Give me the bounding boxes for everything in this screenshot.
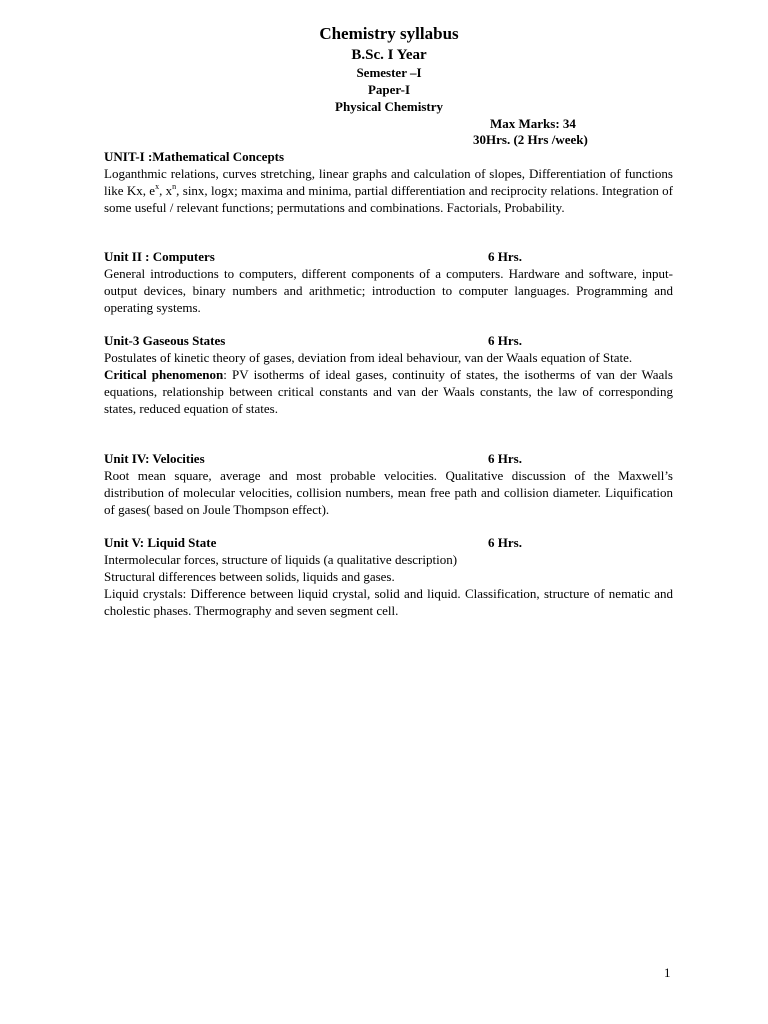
unit-5-heading: [104, 534, 673, 551]
unit-4-description: Root mean square, average and most probable velocities. Qualitative discussion of the Maxwell’s distribution of molecular velocities, collision numbers, mean free path and collision diameter. Liquification of gases( based on Joule Thompson effect).: [104, 468, 673, 517]
course-hours: 30Hrs. (2 Hrs /week): [473, 132, 588, 147]
max-marks: Max Marks: 34: [490, 116, 576, 131]
subject-label: Physical Chemistry: [335, 99, 443, 114]
unit-1-section: [104, 148, 673, 216]
superscript-x: x: [155, 182, 160, 191]
unit-1-description: Loganthmic relations, curves stretching, linear graphs and calculation of slopes, Differentiation of functions like Kx, $e^x$, $x^n$, sinx, logx; maxima and minima, partial differentiation and reciprocity relations. Integration of some useful / relevant functions; permutations and combinations. Factorials, Probability.: [104, 166, 673, 215]
unit-5-title: Unit V: Liquid State: [104, 535, 217, 550]
unit-3-section: [104, 332, 673, 417]
unit-1-heading: [104, 148, 673, 165]
unit-3-hours: 6 Hrs.: [488, 333, 522, 348]
unit-3-critical-phenomenon: Critical phenomenon: PV isotherms of ideal gases, continuity of states, the isotherms of van der Waals equations, relationship between critical constants and van der Waals constants, the law of corresponding states, reduced equation of states.: [104, 367, 673, 416]
unit-2-hours: 6 Hrs.: [488, 249, 522, 264]
unit-2-section: [104, 248, 673, 316]
unit-1-title: UNIT-I :Mathematical Concepts: [104, 149, 285, 164]
unit-4-section: [104, 450, 673, 518]
unit-5-hours: 6 Hrs.: [488, 535, 522, 550]
unit-4-title: Unit IV: Velocities: [104, 451, 205, 466]
unit-3-title: Unit-3 Gaseous States: [104, 333, 226, 348]
unit-3-description: Postulates of kinetic theory of gases, deviation from ideal behaviour, van der Waals equation of State.: [104, 350, 633, 365]
document-title: Chemistry syllabus: [319, 24, 459, 43]
page-number: 1: [664, 965, 671, 980]
unit-5-section: [104, 534, 673, 619]
unit-4-heading: [104, 450, 673, 467]
paper-label: Paper-I: [367, 82, 411, 97]
course-year: B.Sc. I Year: [351, 47, 427, 63]
unit-2-title: Unit II : Computers: [104, 249, 215, 264]
unit-2-description: General introductions to computers, different components of a computers. Hardware and software, input-output devices, binary numbers and arithmetic; introduction to computer languages. Programming and operating systems.: [104, 266, 673, 315]
unit-3-heading: [104, 332, 673, 349]
semester-label: Semester –I: [356, 65, 422, 80]
unit-5-line-2: Structural differences between solids, liquids and gases.: [104, 569, 395, 584]
unit-5-line-3: Liquid crystals: Difference between liquid crystal, solid and liquid. Classification, structure of nematic and cholestic phases. Thermography and seven segment cell.: [104, 586, 673, 618]
unit-2-heading: [104, 248, 673, 265]
unit-5-line-1: Intermolecular forces, structure of liquids (a qualitative description): [104, 552, 458, 567]
unit-4-hours: 6 Hrs.: [488, 451, 522, 466]
critical-phenomenon-label: Critical phenomenon: [104, 367, 224, 382]
superscript-n: n: [172, 182, 177, 191]
